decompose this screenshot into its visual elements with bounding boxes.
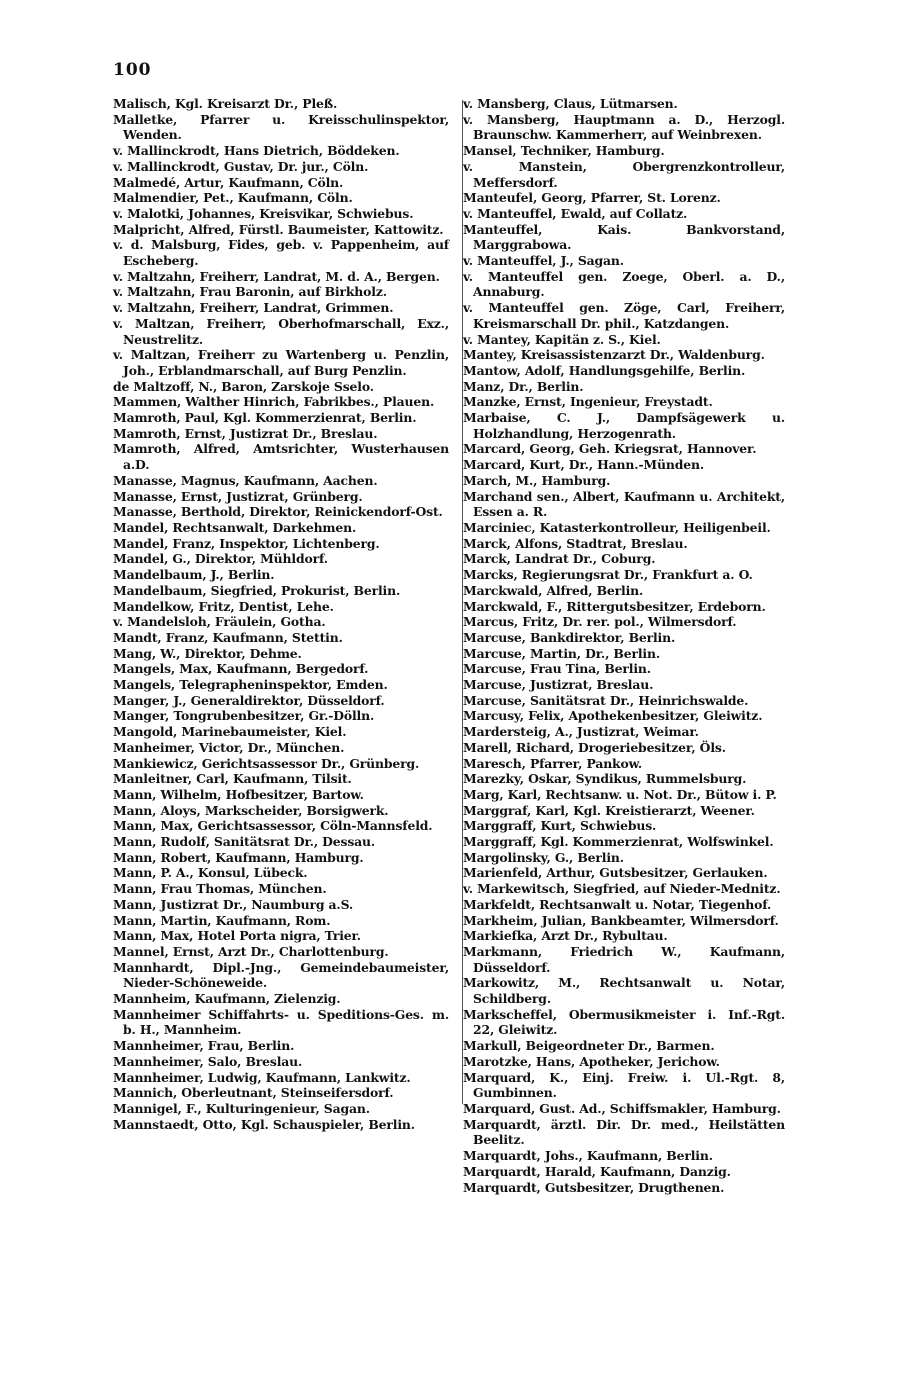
directory-entry: Manleitner, Carl, Kaufmann, Tilsit. bbox=[113, 771, 352, 787]
directory-columns bbox=[113, 96, 785, 1195]
directory-entry: v. Mansberg, Claus, Lütmarsen. bbox=[463, 96, 678, 111]
directory-entry: Markheim, Julian, Bankbeamter, Wilmersdorf. bbox=[463, 912, 779, 928]
directory-entry: v. Maltzahn, Freiherr, Landrat, Grimmen. bbox=[113, 300, 394, 316]
directory-entry: Marcus, Fritz, Dr. rer. pol., Wilmersdorf. bbox=[463, 614, 737, 630]
directory-entry: Mang, W., Direktor, Dehme. bbox=[113, 645, 302, 661]
directory-entry: v. Manteuffel, J., Sagan. bbox=[463, 253, 624, 269]
directory-entry: Mann, Aloys, Markscheider, Borsigwerk. bbox=[113, 802, 389, 818]
directory-entry: Markscheffel, Obermusikmeister i. Inf.-Rgt. 22, Gleiwitz. bbox=[463, 1006, 785, 1038]
directory-entry: v. Manteuffel gen. Zoege, Oberl. a. D., Annaburg. bbox=[463, 268, 785, 300]
directory-entry: Mann, Martin, Kaufmann, Rom. bbox=[113, 912, 331, 928]
directory-entry: Marcard, Kurt, Dr., Hann.-Münden. bbox=[463, 457, 704, 473]
directory-entry: Mannheimer, Ludwig, Kaufmann, Lankwitz. bbox=[113, 1069, 411, 1085]
directory-entry: v. Mansberg, Hauptmann a. D., Herzogl. Braunschw. Kammerherr, auf Weinbrexen. bbox=[463, 111, 785, 143]
directory-entry: Mann, Robert, Kaufmann, Hamburg. bbox=[113, 849, 364, 865]
directory-entry: Marcard, Georg, Geh. Kriegsrat, Hannover. bbox=[463, 441, 757, 457]
directory-entry: Markull, Beigeordneter Dr., Barmen. bbox=[463, 1038, 715, 1054]
directory-entry: Marcuse, Bankdirektor, Berlin. bbox=[463, 629, 676, 645]
directory-entry: Malisch, Kgl. Kreisarzt Dr., Pleß. bbox=[113, 96, 338, 111]
directory-entry: Marcuse, Frau Tina, Berlin. bbox=[463, 661, 651, 677]
directory-entry: Mannheimer, Frau, Berlin. bbox=[113, 1038, 295, 1054]
directory-entry: Malpricht, Alfred, Fürstl. Baumeister, Kattowitz. bbox=[113, 221, 444, 237]
directory-entry: Mansel, Techniker, Hamburg. bbox=[463, 143, 665, 159]
directory-entry: Marggraff, Kurt, Schwiebus. bbox=[463, 818, 657, 834]
directory-entry: Manteuffel, Kais. Bankvorstand, Marggrabowa. bbox=[463, 221, 785, 253]
directory-entry: Mandel, Franz, Inspektor, Lichtenberg. bbox=[113, 535, 380, 551]
right-column bbox=[463, 96, 785, 1195]
directory-entry: Mantow, Adolf, Handlungsgehilfe, Berlin. bbox=[463, 362, 746, 378]
directory-entry: Marcuse, Justizrat, Breslau. bbox=[463, 677, 654, 693]
directory-entry: Malmendier, Pet., Kaufmann, Cöln. bbox=[113, 190, 353, 206]
directory-entry: Mann, Max, Hotel Porta nigra, Trier. bbox=[113, 928, 361, 944]
directory-entry: Mandel, G., Direktor, Mühldorf. bbox=[113, 551, 328, 567]
directory-entry: Marggraf, Karl, Kgl. Kreistierarzt, Weener. bbox=[463, 802, 755, 818]
directory-entry: Mandel, Rechtsanwalt, Darkehmen. bbox=[113, 519, 357, 535]
directory-entry: Mangels, Max, Kaufmann, Bergedorf. bbox=[113, 661, 369, 677]
directory-entry: Mamroth, Alfred, Amtsrichter, Wusterhausen a.D. bbox=[113, 441, 449, 473]
directory-entry: Manasse, Berthold, Direktor, Reinickendorf-Ost. bbox=[113, 504, 443, 520]
directory-entry: Mangels, Telegrapheninspektor, Emden. bbox=[113, 677, 388, 693]
directory-entry: Manger, Tongrubenbesitzer, Gr.-Dölln. bbox=[113, 708, 375, 724]
directory-entry: v. Malotki, Johannes, Kreisvikar, Schwiebus. bbox=[113, 205, 414, 221]
directory-entry: Marckwald, F., Rittergutsbesitzer, Erdeborn. bbox=[463, 598, 766, 614]
directory-entry: Mannheimer, Salo, Breslau. bbox=[113, 1053, 303, 1069]
directory-entry: Mannheim, Kaufmann, Zielenzig. bbox=[113, 991, 341, 1007]
directory-entry: Manheimer, Victor, Dr., München. bbox=[113, 739, 345, 755]
directory-entry: Marotzke, Hans, Apotheker, Jerichow. bbox=[463, 1053, 720, 1069]
directory-entry: v. Manteuffel gen. Zöge, Carl, Freiherr, Kreismarschall Dr. phil., Katzdangen. bbox=[463, 300, 785, 331]
directory-entry: Marg, Karl, Rechtsanw. u. Not. Dr., Bütow i. P. bbox=[463, 786, 777, 802]
directory-entry: Mannigel, F., Kulturingenieur, Sagan. bbox=[113, 1101, 370, 1116]
directory-entry: Mann, Wilhelm, Hofbesitzer, Bartow. bbox=[113, 786, 364, 802]
directory-entry: Malmedé, Artur, Kaufmann, Cöln. bbox=[113, 174, 344, 190]
directory-entry: Markmann, Friedrich W., Kaufmann, Düsseldorf. bbox=[463, 943, 785, 975]
directory-entry: Mannich, Oberleutnant, Steinseifersdorf. bbox=[113, 1085, 394, 1101]
directory-entry: Mannstaedt, Otto, Kgl. Schauspieler, Berlin. bbox=[113, 1116, 415, 1132]
directory-entry: v. Maltzahn, Frau Baronin, auf Birkholz. bbox=[113, 284, 387, 300]
directory-entry: v. Manstein, Obergrenzkontrolleur, Meffersdorf. bbox=[463, 158, 785, 190]
directory-entry: Marck, Landrat Dr., Coburg. bbox=[463, 551, 656, 567]
directory-entry: Marienfeld, Arthur, Gutsbesitzer, Gerlauken. bbox=[463, 865, 768, 881]
directory-entry: Marquard, Gust. Ad., Schiffsmakler, Hamburg. bbox=[463, 1101, 781, 1116]
directory-entry: Marbaise, C. J., Dampfsägewerk u. Holzhandlung, Herzogenrath. bbox=[463, 410, 785, 441]
directory-entry: Marcusy, Felix, Apothekenbesitzer, Gleiwitz. bbox=[463, 708, 763, 724]
directory-entry: Maresch, Pfarrer, Pankow. bbox=[463, 755, 643, 771]
directory-entry: de Maltzoff, N., Baron, Zarskoje Sselo. bbox=[113, 378, 374, 394]
directory-entry: Mamroth, Paul, Kgl. Kommerzienrat, Berlin. bbox=[113, 410, 417, 426]
directory-entry: Mandelkow, Fritz, Dentist, Lehe. bbox=[113, 598, 334, 614]
directory-entry: v. Markewitsch, Siegfried, auf Nieder-Mednitz. bbox=[463, 881, 781, 897]
directory-entry: Marell, Richard, Drogeriebesitzer, Öls. bbox=[463, 739, 726, 755]
directory-entry: Manasse, Ernst, Justizrat, Grünberg. bbox=[113, 488, 363, 504]
directory-entry: v. Maltzan, Freiherr, Oberhofmarschall, Exz., Neustrelitz. bbox=[113, 315, 449, 347]
directory-entry: Mammen, Walther Hinrich, Fabrikbes., Plauen. bbox=[113, 394, 435, 410]
directory-entry: Markfeldt, Rechtsanwalt u. Notar, Tiegenhof. bbox=[463, 896, 772, 912]
left-column bbox=[113, 96, 449, 1195]
directory-entry: Markowitz, M., Rechtsanwalt u. Notar, Schildberg. bbox=[463, 975, 785, 1007]
directory-entry: Manzke, Ernst, Ingenieur, Freystadt. bbox=[463, 394, 713, 410]
directory-entry: Marchand sen., Albert, Kaufmann u. Architekt, Essen a. R. bbox=[463, 488, 785, 520]
directory-entry: Marquard, K., Einj. Freiw. i. Ul.-Rgt. 8, Gumbinnen. bbox=[463, 1069, 785, 1101]
column-divider bbox=[462, 100, 463, 1104]
directory-entry: Mardersteig, A., Justizrat, Weimar. bbox=[463, 724, 699, 740]
directory-entry: Manteufel, Georg, Pfarrer, St. Lorenz. bbox=[463, 190, 721, 206]
directory-entry: Marcuse, Martin, Dr., Berlin. bbox=[463, 645, 660, 661]
directory-entry: Mannhardt, Dipl.-Jng., Gemeindebaumeister, Nieder-Schöneweide. bbox=[113, 959, 449, 991]
directory-entry: Marggraff, Kgl. Kommerzienrat, Wolfswinkel. bbox=[463, 834, 774, 850]
directory-entry: Markiefka, Arzt Dr., Rybultau. bbox=[463, 928, 668, 944]
directory-entry: Mann, Justizrat Dr., Naumburg a.S. bbox=[113, 896, 354, 912]
directory-entry: Mann, Max, Gerichtsassessor, Cöln-Mannsfeld. bbox=[113, 818, 433, 834]
directory-entry: Marquardt, Harald, Kaufmann, Danzig. bbox=[463, 1163, 731, 1179]
directory-entry: Mandt, Franz, Kaufmann, Stettin. bbox=[113, 629, 343, 645]
directory-entry: Marckwald, Alfred, Berlin. bbox=[463, 582, 644, 598]
directory-entry: Marciniec, Katasterkontrolleur, Heiligenbeil. bbox=[463, 519, 771, 535]
directory-entry: Mann, P. A., Konsul, Lübeck. bbox=[113, 865, 308, 881]
directory-entry: Mandelbaum, J., Berlin. bbox=[113, 567, 275, 583]
directory-entry: v. Mandelsloh, Fräulein, Gotha. bbox=[113, 614, 326, 630]
directory-entry: Mandelbaum, Siegfried, Prokurist, Berlin. bbox=[113, 582, 401, 598]
directory-entry: Manasse, Magnus, Kaufmann, Aachen. bbox=[113, 472, 378, 488]
directory-entry: v. Manteuffel, Ewald, auf Collatz. bbox=[463, 205, 688, 221]
directory-entry: Marquardt, Gutsbesitzer, Drugthenen. bbox=[463, 1179, 725, 1195]
directory-entry: v. Maltzahn, Freiherr, Landrat, M. d. A., Bergen. bbox=[113, 268, 440, 284]
directory-entry: v. Mantey, Kapitän z. S., Kiel. bbox=[463, 331, 661, 347]
directory-entry: Mankiewicz, Gerichtsassessor Dr., Grünberg. bbox=[113, 755, 420, 771]
directory-entry: Marcks, Regierungsrat Dr., Frankfurt a. O. bbox=[463, 567, 753, 583]
directory-entry: Malletke, Pfarrer u. Kreisschulinspektor, Wenden. bbox=[113, 111, 449, 143]
directory-entry: Mantey, Kreisassistenzarzt Dr., Waldenburg. bbox=[463, 347, 765, 363]
directory-entry: Manger, J., Generaldirektor, Düsseldorf. bbox=[113, 692, 385, 708]
directory-entry: Marquardt, Johs., Kaufmann, Berlin. bbox=[463, 1148, 713, 1164]
directory-entry: Margolinsky, G., Berlin. bbox=[463, 849, 624, 865]
directory-entry: Marquardt, ärztl. Dir. Dr. med., Heilstätten Beelitz. bbox=[463, 1116, 785, 1148]
directory-entry: Mannel, Ernst, Arzt Dr., Charlottenburg. bbox=[113, 943, 389, 959]
directory-entry: Mann, Frau Thomas, München. bbox=[113, 881, 327, 897]
directory-entry: v. Maltzan, Freiherr zu Wartenberg u. Penzlin, Joh., Erblandmarschall, auf Burg Penzlin. bbox=[113, 347, 449, 378]
directory-entry: Marck, Alfons, Stadtrat, Breslau. bbox=[463, 535, 688, 551]
directory-entry: Mamroth, Ernst, Justizrat Dr., Breslau. bbox=[113, 425, 378, 441]
page-number: 100 bbox=[113, 60, 152, 80]
directory-entry: Manz, Dr., Berlin. bbox=[463, 378, 584, 394]
directory-entry: Marezky, Oskar, Syndikus, Rummelsburg. bbox=[463, 771, 747, 787]
directory-entry: Mangold, Marinebaumeister, Kiel. bbox=[113, 724, 347, 740]
directory-entry: Mann, Rudolf, Sanitätsrat Dr., Dessau. bbox=[113, 834, 376, 850]
directory-entry: March, M., Hamburg. bbox=[463, 472, 611, 488]
directory-entry: v. d. Malsburg, Fides, geb. v. Pappenheim, auf Escheberg. bbox=[113, 237, 449, 269]
directory-entry: v. Mallinckrodt, Hans Dietrich, Böddeken. bbox=[113, 143, 400, 159]
directory-entry: Mannheimer Schiffahrts- u. Speditions-Ges. m. b. H., Mannheim. bbox=[113, 1006, 449, 1038]
directory-entry: Marcuse, Sanitätsrat Dr., Heinrichswalde. bbox=[463, 692, 749, 708]
directory-entry: v. Mallinckrodt, Gustav, Dr. jur., Cöln. bbox=[113, 158, 369, 174]
